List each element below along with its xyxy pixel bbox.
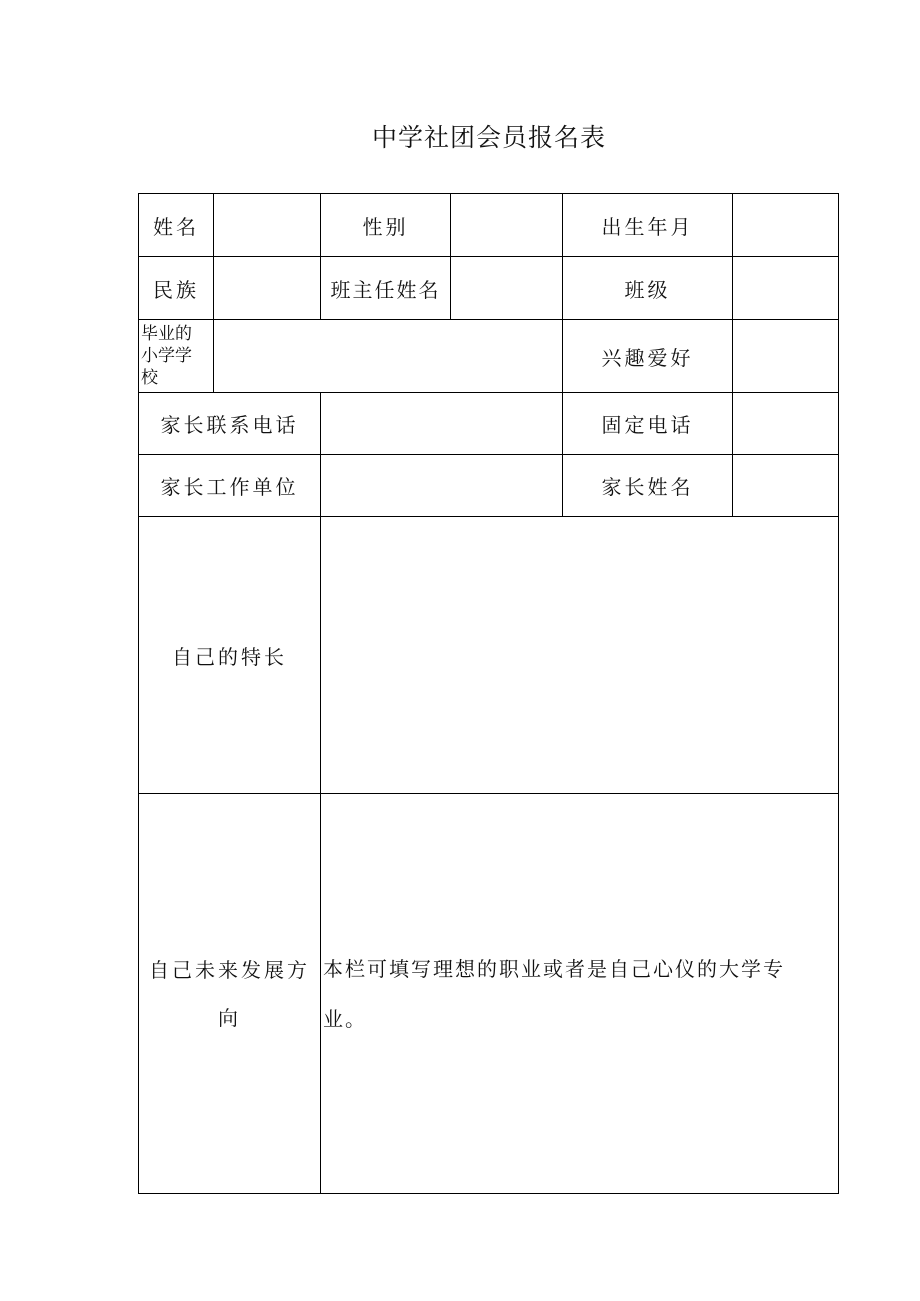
landline-label: 固定电话 — [563, 393, 733, 455]
row-parent-work — [139, 455, 839, 517]
class-label: 班级 — [563, 257, 733, 320]
head-teacher-field[interactable] — [451, 257, 563, 320]
parent-work-label: 家长工作单位 — [139, 455, 321, 517]
future-note: 本栏可填写理想的职业或者是自己心仪的大学专业。 — [323, 956, 785, 1031]
birth-field[interactable] — [733, 194, 839, 257]
parent-phone-label: 家长联系电话 — [139, 393, 321, 455]
ethnicity-field[interactable] — [214, 257, 321, 320]
name-label: 姓名 — [139, 194, 214, 257]
row-parent-phone — [139, 393, 839, 455]
future-field[interactable] — [321, 794, 839, 1194]
gender-field[interactable] — [451, 194, 563, 257]
row-school-hobby — [139, 320, 839, 393]
hobby-field[interactable] — [733, 320, 839, 393]
row-basic-info — [139, 194, 839, 257]
gender-label: 性别 — [321, 194, 451, 257]
specialty-field[interactable] — [321, 517, 839, 794]
registration-form-table — [138, 193, 839, 1194]
hobby-label: 兴趣爱好 — [563, 320, 733, 393]
row-future-direction — [139, 794, 839, 1194]
primary-school-field[interactable] — [214, 320, 563, 393]
specialty-label: 自己的特长 — [139, 517, 321, 794]
primary-school-label: 毕业的小学学校 — [139, 320, 214, 393]
parent-name-label: 家长姓名 — [563, 455, 733, 517]
class-field[interactable] — [733, 257, 839, 320]
row-specialty — [139, 517, 839, 794]
ethnicity-label: 民族 — [139, 257, 214, 320]
page-title: 中学社团会员报名表 — [371, 123, 606, 152]
parent-phone-field[interactable] — [321, 393, 563, 455]
row-class-info — [139, 257, 839, 320]
name-field[interactable] — [214, 194, 321, 257]
birth-label: 出生年月 — [563, 194, 733, 257]
parent-name-field[interactable] — [733, 455, 839, 517]
future-label: 自己未来发展方向 — [139, 794, 321, 1194]
head-teacher-label: 班主任姓名 — [321, 257, 451, 320]
landline-field[interactable] — [733, 393, 839, 455]
parent-work-field[interactable] — [321, 455, 563, 517]
